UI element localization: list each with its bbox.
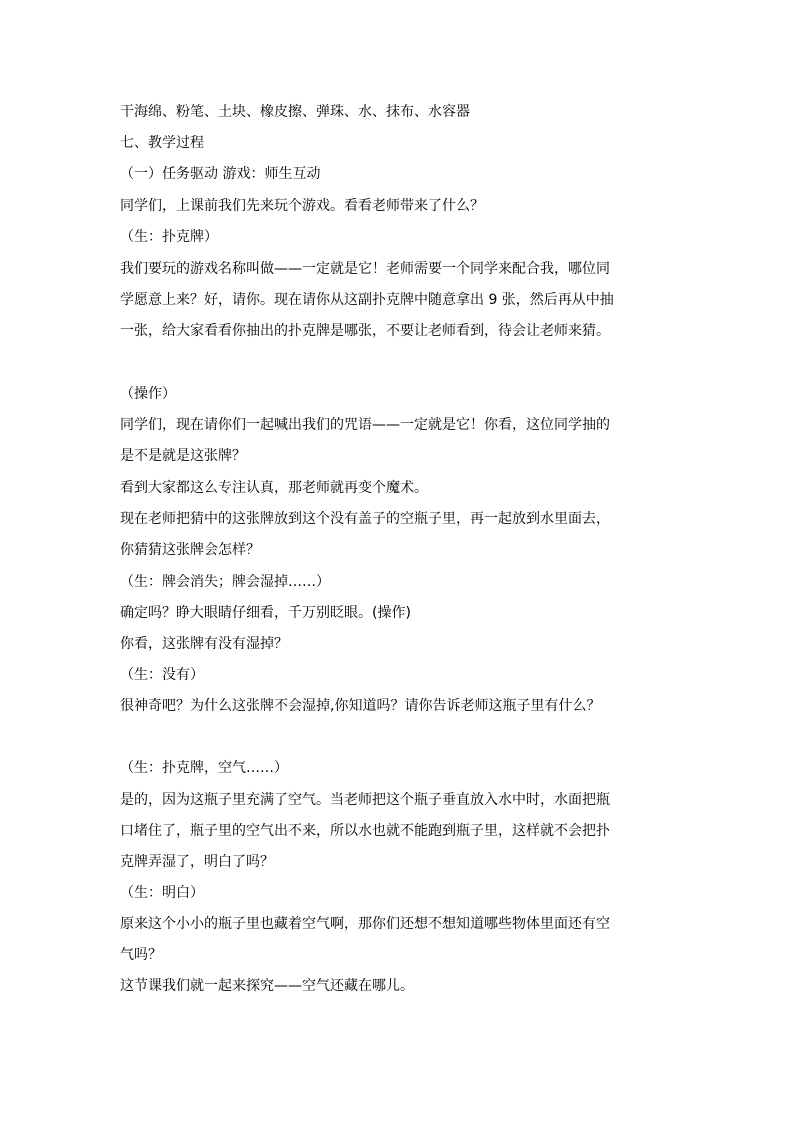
text-line: 很神奇吧？为什么这张牌不会湿掉,你知道吗？请你告诉老师这瓶子里有什么？ bbox=[120, 698, 601, 714]
student-response: （生：扑克牌，空气……） bbox=[120, 760, 288, 776]
text-line: 现在老师把猜中的这张牌放到这个没有盖子的空瓶子里，再一起放到水里面去， bbox=[120, 511, 610, 527]
student-response: （生：扑克牌） bbox=[120, 229, 218, 245]
text-line: 你看，这张牌有没有湿掉？ bbox=[120, 636, 288, 652]
text-line: 气吗？ bbox=[120, 947, 162, 963]
text-line: 同学们，现在请你们一起喊出我们的咒语——一定就是它！你看，这位同学抽的 bbox=[120, 417, 610, 433]
text-line: 这节课我们就一起来探究——空气还藏在哪儿。 bbox=[120, 978, 414, 994]
text-line: 看到大家都这么专注认真，那老师就再变个魔术。 bbox=[120, 480, 428, 496]
text-line: 一张，给大家看看你抽出的扑克牌是哪张，不要让老师看到，待会让老师来猜。 bbox=[120, 323, 610, 339]
text-line: 克牌弄湿了，明白了吗？ bbox=[120, 854, 274, 870]
text-line: 是的，因为这瓶子里充满了空气。当老师把这个瓶子垂直放入水中时，水面把瓶 bbox=[120, 792, 610, 808]
text-line: 我们要玩的游戏名称叫做——一定就是它！老师需要一个同学来配合我，哪位同 bbox=[120, 261, 610, 277]
stage-direction: （操作） bbox=[120, 386, 176, 402]
text-line: 是不是就是这张牌？ bbox=[120, 448, 246, 464]
subsection-heading: （一）任务驱动 游戏：师生互动 bbox=[120, 166, 321, 182]
text-line: 原来这个小小的瓶子里也藏着空气啊，那你们还想不想知道哪些物体里面还有空 bbox=[120, 916, 610, 932]
text-line: 确定吗？睁大眼睛仔细看，千万别眨眼。(操作) bbox=[120, 605, 411, 621]
student-response: （生：明白） bbox=[120, 885, 204, 901]
section-heading: 七、教学过程 bbox=[120, 135, 204, 151]
student-response: （生：没有） bbox=[120, 667, 204, 683]
text-line: 同学们，上课前我们先来玩个游戏。看看老师带来了什么？ bbox=[120, 198, 484, 214]
text-line: 干海绵、粉笔、土块、橡皮擦、弹珠、水、抹布、水容器 bbox=[120, 104, 470, 120]
text-line: 你猜猜这张牌会怎样？ bbox=[120, 542, 260, 558]
text-line: 口堵住了，瓶子里的空气出不来，所以水也就不能跑到瓶子里，这样就不会把扑 bbox=[120, 823, 610, 839]
text-line: 学愿意上来？好，请你。现在请你从这副扑克牌中随意拿出 9 张，然后再从中抽 bbox=[120, 292, 614, 308]
student-response: （生：牌会消失；牌会湿掉……） bbox=[120, 574, 330, 590]
